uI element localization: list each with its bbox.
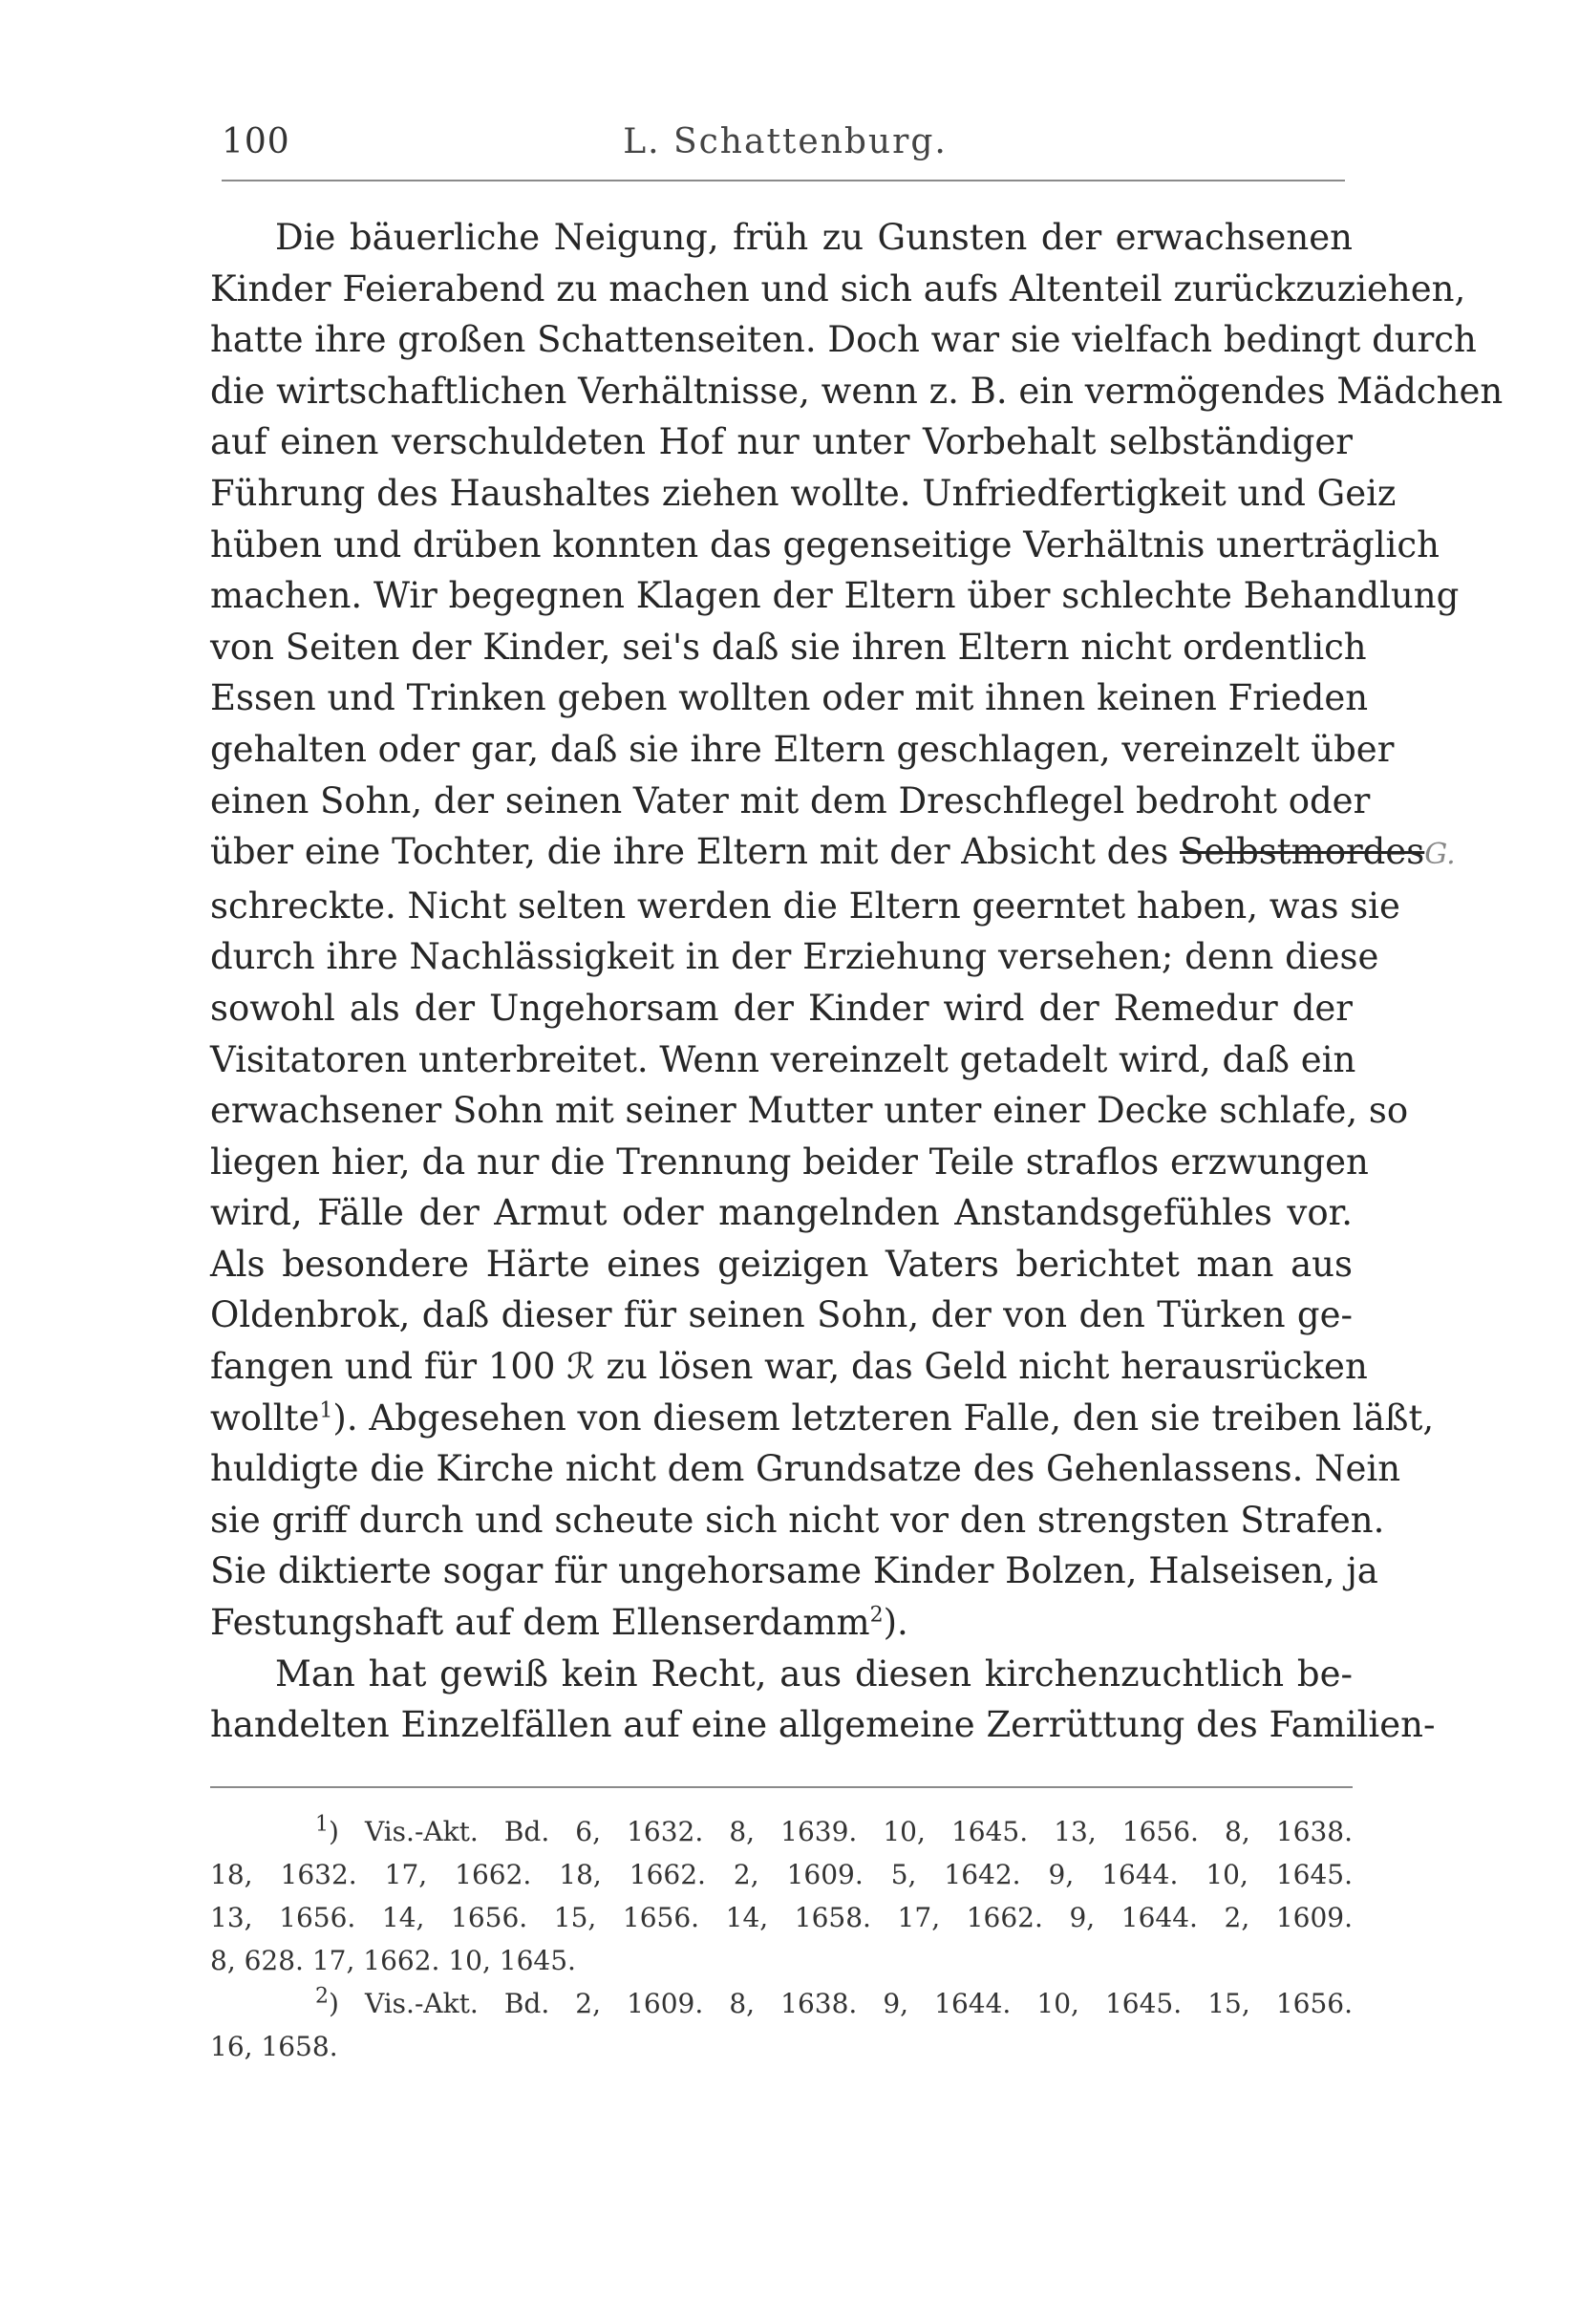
- text-line: machen. Wir begegnen Klagen der Eltern über schlechte Behandlung: [210, 575, 1460, 617]
- text-line: von Seiten der Kinder, sei's daß sie ihren Eltern nicht ordentlich: [210, 626, 1367, 668]
- handwritten-margin-mark: G.: [1424, 838, 1456, 872]
- text-segment: ).: [883, 1602, 908, 1644]
- text-line-with-strikethrough: [210, 826, 1456, 881]
- footnote-1-line: [210, 1810, 1353, 1853]
- text-line: wird, Fälle der Armut oder mangelnden Anstandsgefühles vor.: [210, 1192, 1353, 1234]
- footnote-1-line: 8, 628. 17, 1662. 10, 1645.: [210, 1945, 576, 1976]
- text-line: Führung des Haushaltes ziehen wollte. Unfriedfertigkeit und Geiz: [210, 472, 1397, 514]
- footnote-text: ) Vis.-Akt. Bd. 2, 1609. 8, 1638. 9, 1644. 10, 1645. 15, 1656.: [329, 1988, 1353, 2019]
- footnotes: [210, 1810, 1353, 2068]
- text-line: erwachsener Sohn mit seiner Mutter unter einer Decke schlafe, so: [210, 1090, 1409, 1132]
- text-line: liegen hier, da nur die Trennung beider Teile straflos erzwungen: [210, 1141, 1369, 1183]
- text-line: sowohl als der Ungehorsam der Kinder wird der Remedur der: [210, 987, 1353, 1029]
- text-line: die wirtschaftlichen Verhältnisse, wenn z. B. ein vermögendes Mädchen: [210, 370, 1504, 412]
- page-number: 100: [222, 122, 290, 161]
- text-line: Kinder Feierabend zu machen und sich aufs Altenteil zurückzuziehen,: [210, 267, 1466, 309]
- text-line-with-footnote-ref: [210, 1393, 1435, 1444]
- text-line: Man hat gewiß kein Recht, aus diesen kirchenzuchtlich be-: [275, 1652, 1353, 1695]
- text-line: Als besondere Härte eines geizigen Vaters berichtet man aus: [210, 1243, 1353, 1285]
- footnote-2-line: [210, 1982, 1353, 2025]
- running-head: L. Schattenburg.: [623, 122, 948, 161]
- text-line: schreckte. Nicht selten werden die Eltern geerntet haben, was sie: [210, 885, 1400, 927]
- text-line: Die bäuerliche Neigung, früh zu Gunsten der erwachsenen: [275, 217, 1353, 258]
- footnote-marker: 2: [315, 1984, 329, 2009]
- text-segment: Festungshaft auf dem Ellenserdamm: [210, 1602, 870, 1644]
- text-line: Essen und Trinken geben wollten oder mit ihnen keinen Frieden: [210, 677, 1369, 719]
- text-line: handelten Einzelfällen auf eine allgemeine Zerrüttung des Familien-: [210, 1704, 1436, 1746]
- footnote-2-line: 16, 1658.: [210, 2031, 338, 2062]
- footnote-1-line: 18, 1632. 17, 1662. 18, 1662. 2, 1609. 5, 1642. 9, 1644. 10, 1645.: [210, 1859, 1353, 1890]
- footnote-rule: [210, 1786, 1353, 1788]
- text-segment: wollte: [210, 1397, 320, 1439]
- text-line-with-footnote-ref: [210, 1597, 1353, 1649]
- text-line: gehalten oder gar, daß sie ihre Eltern geschlagen, vereinzelt über: [210, 728, 1395, 770]
- text-line: Oldenbrok, daß dieser für seinen Sohn, der von den Türken ge-: [210, 1294, 1353, 1336]
- page-header: [222, 122, 1349, 180]
- struck-word: Selbstmordes: [1180, 831, 1425, 873]
- text-line: sie griff durch und scheute sich nicht vor den strengsten Strafen.: [210, 1499, 1385, 1541]
- text-line: huldigte die Kirche nicht dem Grundsatze des Gehenlassens. Nein: [210, 1448, 1401, 1490]
- text-line: Sie diktierte sogar für ungehorsame Kinder Bolzen, Halseisen, ja: [210, 1550, 1378, 1592]
- text-line: Visitatoren unterbreitet. Wenn vereinzelt getadelt wird, daß ein: [210, 1038, 1356, 1080]
- text-segment: ). Abgesehen von diesem letzteren Falle, den sie treiben läßt,: [332, 1397, 1435, 1439]
- footnote-marker: 1: [315, 1812, 329, 1837]
- text-line: durch ihre Nachlässigkeit in der Erziehung versehen; denn diese: [210, 936, 1379, 978]
- text-line: auf einen verschuldeten Hof nur unter Vorbehalt selbständiger: [210, 421, 1353, 463]
- text-line: fangen und für 100 ℛ zu lösen war, das Geld nicht herausrücken: [210, 1346, 1368, 1388]
- body-text: [210, 212, 1504, 1751]
- footnote-ref: 1: [319, 1398, 333, 1423]
- text-segment: über eine Tochter, die ihre Eltern mit der Absicht des: [210, 831, 1169, 873]
- header-rule: [222, 180, 1345, 181]
- text-line: hatte ihre großen Schattenseiten. Doch war sie vielfach bedingt durch: [210, 319, 1477, 361]
- text-line: einen Sohn, der seinen Vater mit dem Dreschflegel bedroht oder: [210, 779, 1371, 821]
- footnote-text: ) Vis.-Akt. Bd. 6, 1632. 8, 1639. 10, 1645. 13, 1656. 8, 1638.: [329, 1816, 1353, 1847]
- footnote-1-line: 13, 1656. 14, 1656. 15, 1656. 14, 1658. 17, 1662. 9, 1644. 2, 1609.: [210, 1902, 1353, 1933]
- text-line: hüben und drüben konnten das gegenseitige Verhältnis unerträglich: [210, 523, 1440, 565]
- footnote-ref: 2: [869, 1603, 884, 1628]
